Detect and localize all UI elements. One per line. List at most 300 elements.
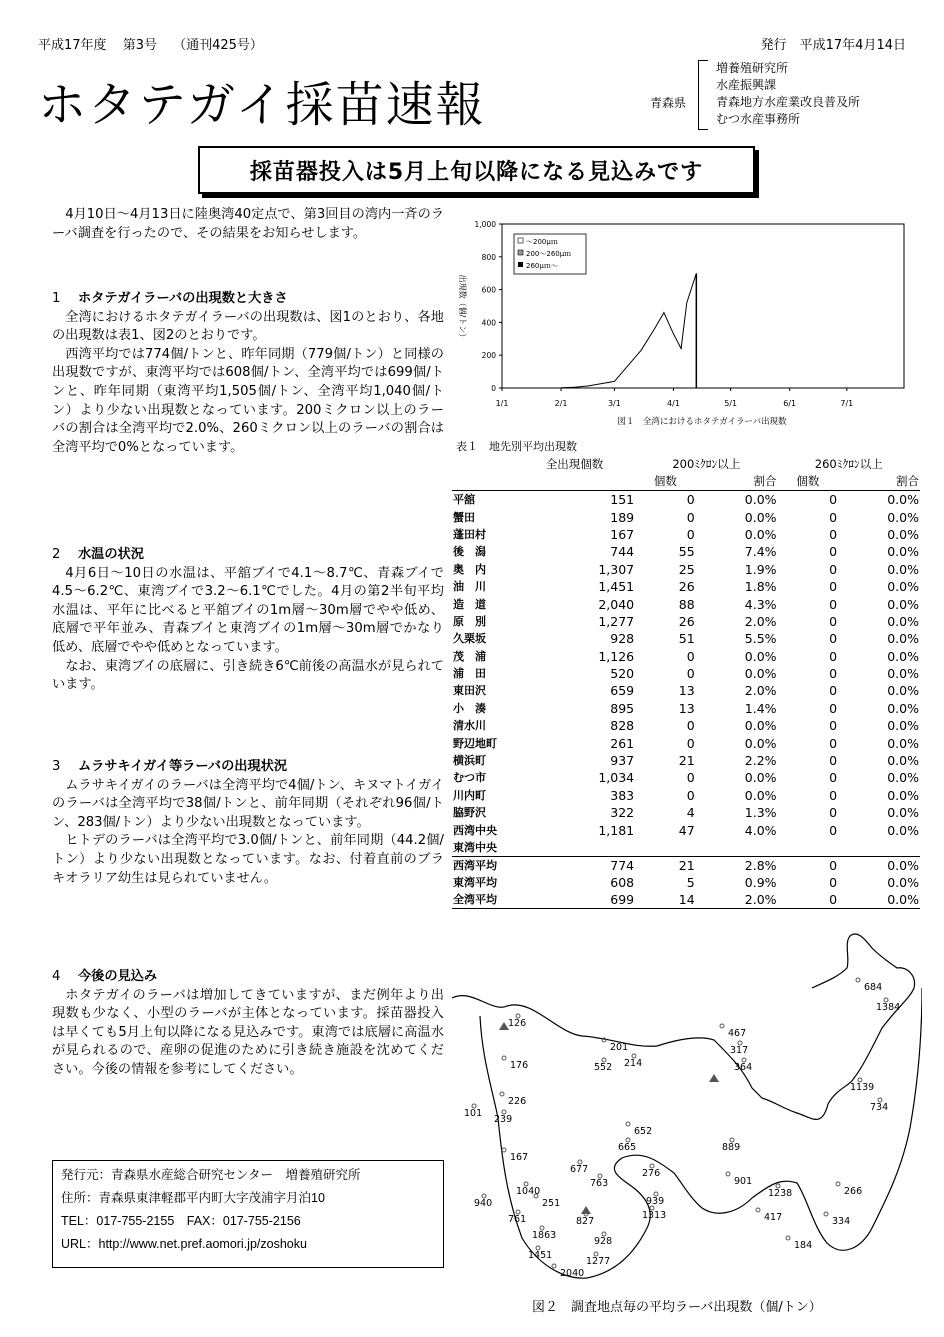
station-value: 901 [734,1176,753,1187]
table-cell: 0.0% [744,526,777,542]
table-cell: 0.0% [887,579,919,595]
station-value: 184 [794,1240,813,1251]
table-cell: 1,034 [598,770,635,786]
table-cell: 1,307 [598,561,635,577]
headline: 採苗器投入は5月上旬以降になる見込みです [249,159,704,185]
table-cell [778,839,839,857]
section-paragraph: 全湾におけるホタテガイラーバの出現数は、図1のとおり、各地の出現数は表1、図2のとおりです。 [52,309,444,344]
station-marker [836,1182,840,1186]
table-cell: 0.0% [887,875,919,890]
table-cell: 0.0% [887,822,919,838]
table-cell [838,839,920,857]
location-name: 脇野沢 [453,806,486,820]
table-cell: 13 [678,700,695,716]
table-cell: 0 [829,526,838,542]
table-row [452,752,920,769]
station-value: 2040 [560,1268,585,1279]
chart-ylabel: 出現数（個/トン） [458,274,467,342]
table-cell: 0 [829,492,838,508]
station-value: 684 [864,982,883,993]
table-cell: 0.0% [887,492,919,508]
station-value: 1384 [876,1002,901,1013]
section-paragraph: ムラサキイガイのラーバは全湾平均で4個/トン、キヌマトイガイのラーバは全湾平均で38個/トンと、前年同期（それぞれ96個/トン、283個/トン）より少ない出現数となっています。 [52,777,444,830]
table-cell: 608 [610,875,635,890]
headline-box [198,146,755,194]
table-cell: 261 [610,735,635,751]
blank-header [452,456,514,473]
table-cell: 0 [829,735,838,751]
table-cell: 520 [610,666,635,682]
page-title: ホタテガイ採苗速報 [38,77,486,133]
issue-info [38,34,275,53]
table-cell: 0 [829,822,838,838]
header-count: 個数 [778,473,839,491]
table-cell: 895 [610,700,635,716]
table-cell: 2.2% [744,753,777,769]
station-value: 1313 [642,1210,667,1221]
station-value: 266 [844,1186,863,1197]
legend-label: ～200μｍ [526,238,558,246]
header-200: 200ﾐｸﾛﾝ以上 [672,457,741,472]
table-cell: 0 [686,787,695,803]
table-cell: 1.8% [744,579,777,595]
table-cell: 0.0% [887,544,919,560]
station-value: 928 [594,1236,613,1247]
table-cell: 0.0% [887,648,919,664]
table-cell: 0.0% [887,735,919,751]
station-value: 889 [722,1142,741,1153]
x-tick-label: 5/1 [724,399,738,408]
station-marker [720,1024,724,1028]
table-cell: 659 [610,683,635,699]
station-value: 364 [734,1062,753,1073]
table-cell: 0.0% [744,648,777,664]
org-item: 増養殖研究所 [716,61,789,75]
table-cell: 0.0% [887,509,919,525]
table-cell: 26 [678,613,695,629]
table-cell: 0.0% [744,787,777,803]
table-cell: 189 [610,509,635,525]
table-cell: 5 [686,875,695,890]
location-name: むつ市 [453,771,486,785]
url-link[interactable]: URL：http://www.net.pref.aomori.jp/zoshoku [61,1237,307,1251]
blank-header [514,473,635,491]
station-value: 214 [624,1058,643,1069]
y-tick-label: 400 [481,318,496,328]
station-value: 317 [730,1045,749,1056]
chart-caption: 図１ 全湾におけるホタテガイラーバ出現数 [617,417,787,427]
table-cell: 1,451 [598,579,635,595]
station-value: 1451 [528,1250,553,1261]
table-row [452,839,920,857]
table-row [452,630,920,647]
station-value: 1238 [768,1188,793,1199]
station-value: 176 [510,1060,529,1071]
table-cell: 55 [678,544,695,560]
table-cell: 21 [635,856,696,874]
table-cell: 26 [678,579,695,595]
table-cell: 47 [678,822,695,838]
table-row [452,874,920,891]
table-cell: 0.0% [838,891,920,909]
station-value: 101 [464,1108,483,1119]
table-cell: 0.9% [744,875,777,890]
table-cell: 2.0% [744,683,777,699]
table-cell: 0.0% [887,787,919,803]
location-name: 油 川 [453,580,486,594]
table-row [452,578,920,595]
table-cell [635,839,696,857]
table-cell: 0.0% [887,753,919,769]
table-cell: 0.0% [887,596,919,612]
table-row [452,613,920,630]
section-paragraph: ヒトデのラーバは全湾平均で3.0個/トンと、前年同期（44.2個/トン）より少ない出現数となっています。なお、付着直前のブラキオラリア幼生は見られていません。 [52,833,444,886]
section-title: ホタテガイラーバの出現数と大きさ [78,291,288,306]
table-cell: 0 [829,700,838,716]
section-title: 水温の状況 [78,547,144,562]
station-value: 467 [728,1028,747,1039]
station-value: 201 [610,1042,629,1053]
station-marker [502,1056,506,1060]
table-row [452,891,920,909]
section-2 [52,546,444,695]
table-row [452,804,920,821]
table-cell: 744 [610,544,635,560]
org-item: 水産振興課 [716,78,777,92]
station-value: 239 [494,1114,513,1125]
table-cell: 0.0% [887,526,919,542]
location-name: 後 潟 [453,545,486,559]
section-heading [52,546,444,565]
location-name: 久栗坂 [453,632,486,646]
larvae-chart [452,212,914,432]
table-cell: 0 [686,526,695,542]
buoy-marker [581,1206,591,1214]
section-number: 4 [52,969,61,984]
table-row [452,491,920,509]
location-name: 小 湊 [453,701,486,715]
legend [514,234,586,274]
section-number: 2 [52,547,61,562]
table-cell: 0 [686,735,695,751]
table-row [452,821,920,838]
table-cell: 0.0% [887,805,919,821]
station-value: 677 [570,1164,589,1175]
location-name: 横浜町 [453,754,486,768]
table-cell: 7.4% [744,544,777,560]
table-cell: 2.0% [696,891,778,909]
station-marker [824,1212,828,1216]
table-cell: 51 [678,631,695,647]
station-value: 167 [510,1152,529,1163]
x-tick-label: 6/1 [783,399,797,408]
legend-swatch-white [518,238,523,243]
station-value: 417 [764,1212,783,1223]
org-item: 青森地方水産業改良普及所 [716,95,861,109]
table-cell: 828 [610,718,635,734]
header-total: 全出現個数 [545,457,604,472]
table-cell: 0 [829,770,838,786]
legend-label: 200～260μｍ [526,250,572,258]
header-ratio: 割合 [838,473,920,491]
table-cell: 0.0% [887,700,919,716]
section-heading [52,968,444,987]
station-value: 734 [870,1102,889,1113]
location-name: 東湾平均 [453,876,497,889]
station-value: 1863 [532,1230,557,1241]
location-name: 蟹田 [453,510,475,524]
section-paragraph: ホタテガイのラーバは増加してきていますが、まだ例年より出現数も少なく、小型のラーバが主体となっています。採苗器投入は早くても5月上旬以降になる見込みです。東湾では底層に高温水が見られるので、産卵の促進のために引き続き施設を沈めてください。今後の情報を参考にしてください。 [52,987,444,1077]
station-value: 939 [646,1196,665,1207]
station-value: 276 [642,1168,661,1179]
station-value: 1040 [516,1186,541,1197]
table-cell: 0 [829,596,838,612]
table-cell: 0 [778,891,839,909]
table-cell: 0 [829,631,838,647]
table-cell: 0 [829,561,838,577]
table-cell [696,839,778,857]
table-cell: 0 [829,875,838,890]
location-name: 全湾平均 [452,891,514,909]
table-cell: 88 [678,596,695,612]
table-cell: 0.0% [887,666,919,682]
series-line [561,273,696,387]
legend-swatch-gray [518,250,523,255]
table-row [452,769,920,786]
legend-label: 260μｍ～ [526,262,558,270]
table-cell: 0.0% [744,735,777,751]
table-cell: 25 [678,561,695,577]
header-ratio: 割合 [696,473,778,491]
prefecture: 青森県 [650,96,687,110]
station-value: 763 [590,1178,609,1189]
station-value: 1277 [586,1256,611,1267]
table-cell: 0 [829,666,838,682]
table-row [452,561,920,578]
table-cell: 0.0% [744,718,777,734]
table-cell: 0 [686,666,695,682]
station-value: 761 [508,1214,527,1225]
section-3 [52,758,444,888]
table-cell: 151 [610,492,635,508]
table-cell: 0 [778,856,839,874]
station-value: 126 [508,1018,527,1029]
org-item: むつ水産事務所 [716,112,801,126]
table-cell: 14 [635,891,696,909]
table-cell: 4.3% [744,596,777,612]
table-cell: 0.0% [744,509,777,525]
table-cell: 0 [686,509,695,525]
intro-text: 4月10日～4月13日に陸奥湾40定点で、第3回目の湾内一斉のラーバ調査を行ったので、その結果をお知らせします。 [52,207,444,241]
table-cell: 2.8% [696,856,778,874]
x-tick-label: 1/1 [495,399,509,408]
station-value: 827 [576,1216,595,1227]
table-cell: 928 [610,631,635,647]
table-row [452,648,920,665]
table-cell: 0.0% [887,561,919,577]
table-cell: 4.0% [744,822,777,838]
header-260: 260ﾐｸﾛﾝ以上 [814,457,883,472]
table-row [452,682,920,699]
publisher: 発行元：青森県水産総合研究センター 増養殖研究所 [61,1168,361,1182]
table-row [452,526,920,543]
table-cell: 0 [829,683,838,699]
location-name: 浦 田 [453,667,486,681]
station-marker [726,1172,730,1176]
table-row [452,700,920,717]
table-row [452,787,920,804]
table-cell: 0 [686,648,695,664]
section-paragraph: 西湾平均では774個/トンと、昨年同期（779個/トン）と同様の出現数ですが、東湾平均では608個/トン、全湾平均では699個/トンと、昨年同期（東湾平均1,505個/トン、全湾平均1,040個/トン）より少ない出現数となっています。200ミクロン以上のラーバの割合は全湾平均で2.0%、260ミクロン以上のラーバの割合は全湾平均で0%となっています。 [52,346,444,455]
address: 住所：青森県東津軽郡平内町大字茂浦字月泊10 [61,1191,325,1205]
y-tick-label: 1,000 [474,220,496,229]
table-cell: 0 [829,787,838,803]
table-cell: 1.9% [744,561,777,577]
table-cell: 0.0% [887,718,919,734]
section-1 [52,290,444,457]
org-list [716,60,860,128]
x-tick-label: 3/1 [607,399,621,408]
table-cell: 5.5% [744,631,777,647]
y-tick-label: 800 [481,252,496,262]
table-cell: 1,181 [598,822,635,838]
location-name: 東田沢 [453,684,486,698]
section-title: ムラサキイガイ等ラーバの出現状況 [78,759,288,774]
table-cell: 0.0% [744,666,777,682]
section-4 [52,968,444,1080]
station-value: 334 [832,1216,851,1227]
table-cell: 0 [829,544,838,560]
blank-header [452,473,514,491]
location-name: 茂 浦 [453,649,486,663]
station-value: 552 [594,1062,613,1073]
larvae-table [452,456,920,909]
x-tick-label: 7/1 [840,399,854,408]
station-marker [856,978,860,982]
table-row [452,665,920,682]
table-cell: 937 [610,753,635,769]
section-number: 1 [52,291,61,306]
table-cell: 4 [686,805,695,821]
table-cell [514,839,635,857]
table-cell: 774 [514,856,635,874]
table-cell: 0.0% [887,613,919,629]
table-row [452,508,920,525]
location-name: 川内町 [453,788,486,802]
location-name: 造 道 [453,597,486,611]
table-cell: 0.0% [838,856,920,874]
tel-fax: TEL：017-755-2155 FAX：017-755-2156 [61,1214,301,1228]
issue-number: 第3号 [122,38,157,53]
table-cell: 0 [829,613,838,629]
station-marker [502,1148,506,1152]
section-paragraph: なお、東湾ブイの底層に、引き続き6℃前後の高温水が見られています。 [52,658,444,693]
table-cell: 21 [678,753,695,769]
table-row [452,734,920,751]
y-tick-label: 0 [491,384,496,393]
header-count: 個数 [635,473,696,491]
table-cell: 1.3% [744,805,777,821]
publisher-box [52,1160,444,1268]
station-marker [552,1264,556,1268]
table-cell: 1,277 [598,613,635,629]
table-cell: 2,040 [598,596,635,612]
publish-date: 発行 平成17年4月14日 [760,38,906,53]
station-value: 940 [474,1198,493,1209]
table-row [452,543,920,560]
table-cell: 0 [686,718,695,734]
station-value: 251 [542,1198,561,1209]
station-value: 652 [634,1126,653,1137]
table-cell: 383 [610,787,635,803]
table-cell: 13 [678,683,695,699]
y-tick-label: 600 [481,285,496,295]
location-name: 奥 内 [453,562,486,576]
table-cell: 0.0% [887,683,919,699]
buoy-marker [709,1074,719,1082]
table-cell: 0 [829,509,838,525]
table-cell: 0.0% [744,770,777,786]
section-paragraph: 4月6日～10日の水温は、平舘ブイで4.1～8.7℃、青森ブイで4.5～6.2℃、東湾ブイで3.2～6.1℃でした。4月の第2半旬平均水温は、平年に比べると平舘ブイの1m層～30m層でやや低め、底層で平年並み、青森ブイと東湾ブイの1m層～30m層でかなり低め、底層でやや低めとなっています。 [52,565,444,655]
location-name: 野辺地町 [453,736,497,750]
issue-serial: （通刊425号） [173,38,263,53]
location-name: 西湾中央 [453,823,497,837]
table-cell: 2.0% [744,613,777,629]
table-cell: 699 [514,891,635,909]
section-heading [52,290,444,309]
x-tick-label: 4/1 [667,399,680,408]
table-cell: 0.0% [887,631,919,647]
table-title: 表１ 地先別平均出現数 [456,440,577,453]
location-name: 蓬田村 [453,527,486,541]
table-cell: 322 [610,805,635,821]
station-value: 665 [618,1142,637,1153]
issue-year: 平成17年度 [38,38,107,53]
section-title: 今後の見込み [78,969,158,984]
table-cell: 0.0% [887,770,919,786]
x-tick-label: 2/1 [554,399,568,408]
location-name: 原 別 [453,614,486,628]
section-heading [52,758,444,777]
table-cell: 0 [829,648,838,664]
table-cell: 0 [829,579,838,595]
table-cell: 167 [610,526,635,542]
table-row [452,717,920,734]
y-tick-label: 200 [481,351,496,361]
legend-swatch-black [518,262,523,267]
station-marker [626,1122,630,1126]
section-number: 3 [52,759,61,774]
station-marker [500,1092,504,1096]
table-row [452,856,920,874]
bay-map [452,928,922,1290]
location-name: 西湾平均 [452,856,514,874]
table-row [452,595,920,612]
intro-paragraph [52,206,444,243]
table-cell: 1.4% [744,700,777,716]
station-value: 1139 [850,1082,875,1093]
station-marker [786,1236,790,1240]
table-cell: 0 [686,770,695,786]
table-cell: 0 [829,805,838,821]
station-value: 226 [508,1096,527,1107]
location-name: 東湾中央 [453,840,497,854]
table-cell: 1,126 [598,648,635,664]
map-caption: 図２ 調査地点毎の平均ラーバ出現数（個/トン） [532,1300,822,1315]
table-cell: 0 [829,753,838,769]
location-name: 清水川 [453,719,486,733]
org-bracket [698,60,708,130]
